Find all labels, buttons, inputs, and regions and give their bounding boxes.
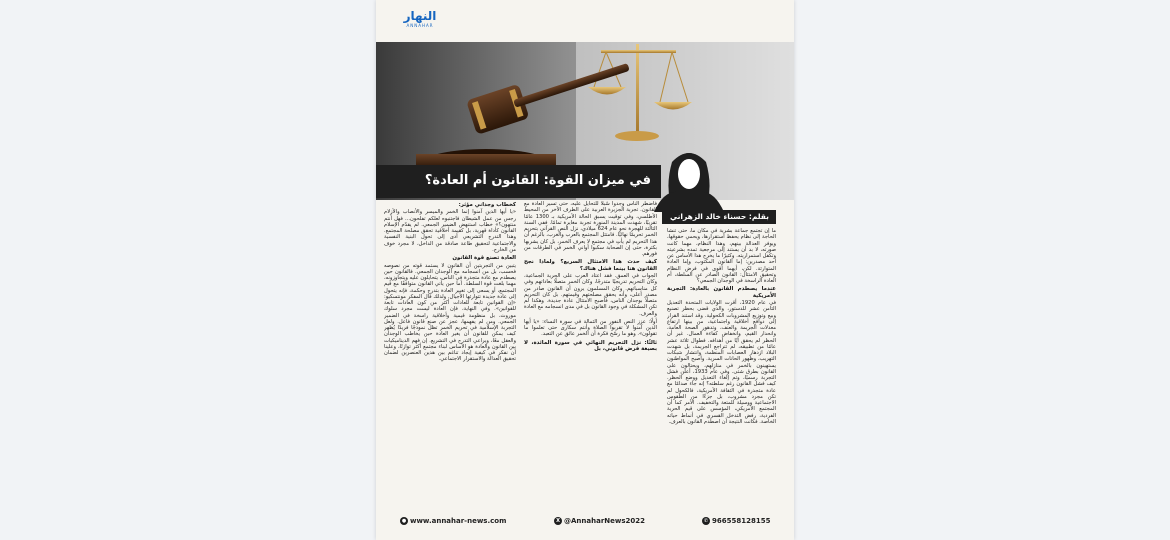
section-heading: كيف حدث هذا الامتثال السريع؟ ولماذا نجح القانون هنا بينما فشل هناك؟ xyxy=(524,259,657,272)
whatsapp-icon: ✆ xyxy=(703,518,709,524)
paragraph: «يا أيها الذين آمنوا إنما الخمر والميسر والأنصاب والأزلام رجس من عمل الشيطان فاجتنبوه لعلكم تفلحون... فهل أنتم منتهون؟» خطاب استنهض الضمير الجمعي. لم يقدّم الإسلام القانون كأداة قهرية، بل كقيمة أخلاقية تحقق مصلحة المجتمع. وهذا التدرج التشريعي أدى إلى تحول البنية النفسية والاجتماعية لتحقيق طاعة صادقة من الداخل، لا مجرد خوف من الخارج. xyxy=(384,209,516,253)
paragraph: أولًا: عزز النص النفور من الثمالة في سورة النساء: «يا أيها الذين آمنوا لا تقربوا الصلاة وأنتم سكارى حتى تعلموا ما تقولون». وهو ما رسّخ فكرة أن الخمر عائق عن التعبد. xyxy=(524,318,657,338)
section-heading: العادة تصنع قوة القانون xyxy=(452,255,516,262)
paragraph: الجواب في العمق. فقد اعتاد العرب على الحرية الجماعية، وكان التحريم تدريجيًا متدرجًا، وكان الخمر متصلًا بعاداتهم وفي كل مناسباتهم. وكان المسلمون يرون أن القانون صادر من مصدر أعلى، وأنه يحقق مصلحتهم وقيمتهم. بل كان التحريم متصلًا بوجدان الناس، فأصبح الامتثال عادة جديدة. وهكذا لم تكن المشكلة في وجود القانون بل في مدى انسجامه مع العادة والعرف. xyxy=(524,273,657,317)
article-headline: في ميزان القوة: القانون أم العادة؟ xyxy=(424,173,651,188)
page-footer xyxy=(376,515,794,529)
author-byline xyxy=(662,210,776,224)
section-heading: عندما يصطدم القانون بالعادة: التجربة الأمريكية xyxy=(667,286,776,299)
article-column-3 xyxy=(384,201,516,513)
footer-phone[interactable]: ✆ 966558128155 xyxy=(703,517,771,525)
logo-latin: ANNAHAR xyxy=(406,23,434,28)
x-social-icon: X xyxy=(554,517,562,525)
section-heading: كخطاب وجداني مؤثر: xyxy=(458,202,516,208)
newspaper-page xyxy=(376,0,794,540)
paragraph: فاضطر الناس وجدوا سُبلًا للتحايل عليه، حتى تسير العادة مع القانون. تجربة الجزيرة العربية على الطرف الآخر من المحيط الأطلسي، وفي توقيت يسبق الحالة الأمريكية بـ 1300 عامًا تقريبًا، شهدت المدينة المنورة تجربة مغايرة تمامًا. ففي السنة الثالثة للهجرة نحو عام 624 ميلادي، نزل النص القرآني بتحريم الخمر تحريمًا نهائيًا. فامتثل المجتمع بالعرب والغرب، بالرغم أن هذا التحريم لم يأتِ في مجتمع لا يعرف الخمر، بل كان يشربها بكثرة، حتى إن الصحابة سكبوا أواني الخمر في الطرقات من فورهم. xyxy=(524,201,657,257)
article-column-2 xyxy=(524,201,657,513)
footer-website[interactable]: ● www.annahar-news.com xyxy=(401,517,507,525)
logo-arabic: النهار xyxy=(403,9,437,23)
paragraph: ما إن تجتمع جماعة بشرية في مكان ما، حتى تنشأ الحاجة إلى نظام يحفظ استقرارها، ويحمي حقوقها، ويوفر العدالة بينهم، وهذا النظام، مهما كانت صورته، لا بد أن يستند إلى مرجعية تمده بشرعيته وتكفل استمراريته. وكثيرًا ما يخرج هذا الأساس عن أحد مصدرين: إما القانون المكتوب، وإما العادة المتوارثة. لكن، أيهما أقوى في فرض النظام وتحقيق الامتثال: القانون الصادر عن السلطة، أم العادة الراسخة في الوجدان الجمعي؟ xyxy=(667,228,776,284)
footer-social[interactable]: X @AnnaharNews2022 xyxy=(554,517,645,525)
section-heading: ثالثًا: نزل التحريم النهائي في سورة المائدة، لا بصيغة فرض قانوني، بل xyxy=(524,339,657,352)
paragraph: يتبين من التجربتين أن القانون لا يستمد قوته من نصوصه فحسب، بل من انسجامه مع الوجدان الجمعي. فالقانون حين يصطدم مع عادة متجذرة في الناس، يتحايلون عليه ويتجاوزونه، مهما بلغت قوة السلطة. أما حين يأتي القانون متوافقًا مع قيم المجتمع، أو يسعى إلى تغيير العادة بتدرج وحكمة، فإنه يتحول إلى عادة جديدة تتوارثها الأجيال. ولذلك قال المفكر مونتسكيو: «إن القوانين تابعة للعادات أكثر من كون العادات تابعة للقوانين». وفي النهاية، فإن العادة ليست مجرد سلوك موروث، بل منظومة قيمية وأخلاقية راسخة في الضمير الجمعي. ومن لم يفهمها، عجز عن صنع قانون فاعل. ولعل التجربة الإسلامية في تحريم الخمر تظل نموذجًا فريدًا يُظهر كيف يمكن للقانون أن يغير العادة حين يخاطب الوجدان والعقل معًا، ويراعي التدرج في التشريع. إن فهم الديناميكيات بين القانون والعادة هو الأساس لبناء مجتمع أكثر توازنًا، وعلينا أن نفكر في كيفية إيجاد تناغم بين هذين العنصرين لضمان تحقيق العدالة والاستقرار الاجتماعي. xyxy=(384,262,516,363)
globe-icon: ● xyxy=(401,518,407,524)
paragraph: في عام 1920، أقرت الولايات المتحدة التعديل الثامن عشر للدستور، والذي قضى بحظر تصنيع وبيع وتوزيع المشروبات الكحولية. وقد استند القرار إلى دوافع أخلاقية واجتماعية، من بينها ارتفاع معدلات الجريمة والعنف، وتدهور الصحة العامة، وانحدار القيم، وانخفاض كفاءة العمال. غير أن الحظر لم يحقق أيًا من أهدافه. فطوال ثلاثة عشر عامًا من تطبيقه، لم تتراجع الجريمة، بل شهدت البلاد ازدهار العصابات المنظمة، وانتشار شبكات التهريب، وظهور الحانات السرية. وأصبح المواطنون يستهينون بالخمر في منازلهم، ويحتالون على القانون بطرق شتى. وفي عام 1933، أعلن فشل التجربة رسميًا، وتم إلغاء التعديل ووضع الحظر. كيف فشل القانون رغم سلطته؟ إنه جاء صدامًا مع عادة متجذرة في الثقافة الأمريكية، فالكحول لم تكن مجرد مشروب، بل جزءًا من الطقوس الاجتماعية ووسيلة للمتعة والتخفيف. الأمر كما أن المجتمع الأمريكي، المؤسس على قيم الحرية الفردية، رفض التدخل القسري في أنماط حياته الخاصة. فكانت النتيجة أن اصطدم القانون بالعرف. xyxy=(667,300,776,425)
author-silhouette-icon xyxy=(644,150,734,212)
newspaper-logo xyxy=(403,9,437,34)
headline-bar xyxy=(376,165,661,198)
article-column-1 xyxy=(667,228,776,513)
author-name: بقلم: حسناء خالد الزهراني xyxy=(669,212,769,221)
